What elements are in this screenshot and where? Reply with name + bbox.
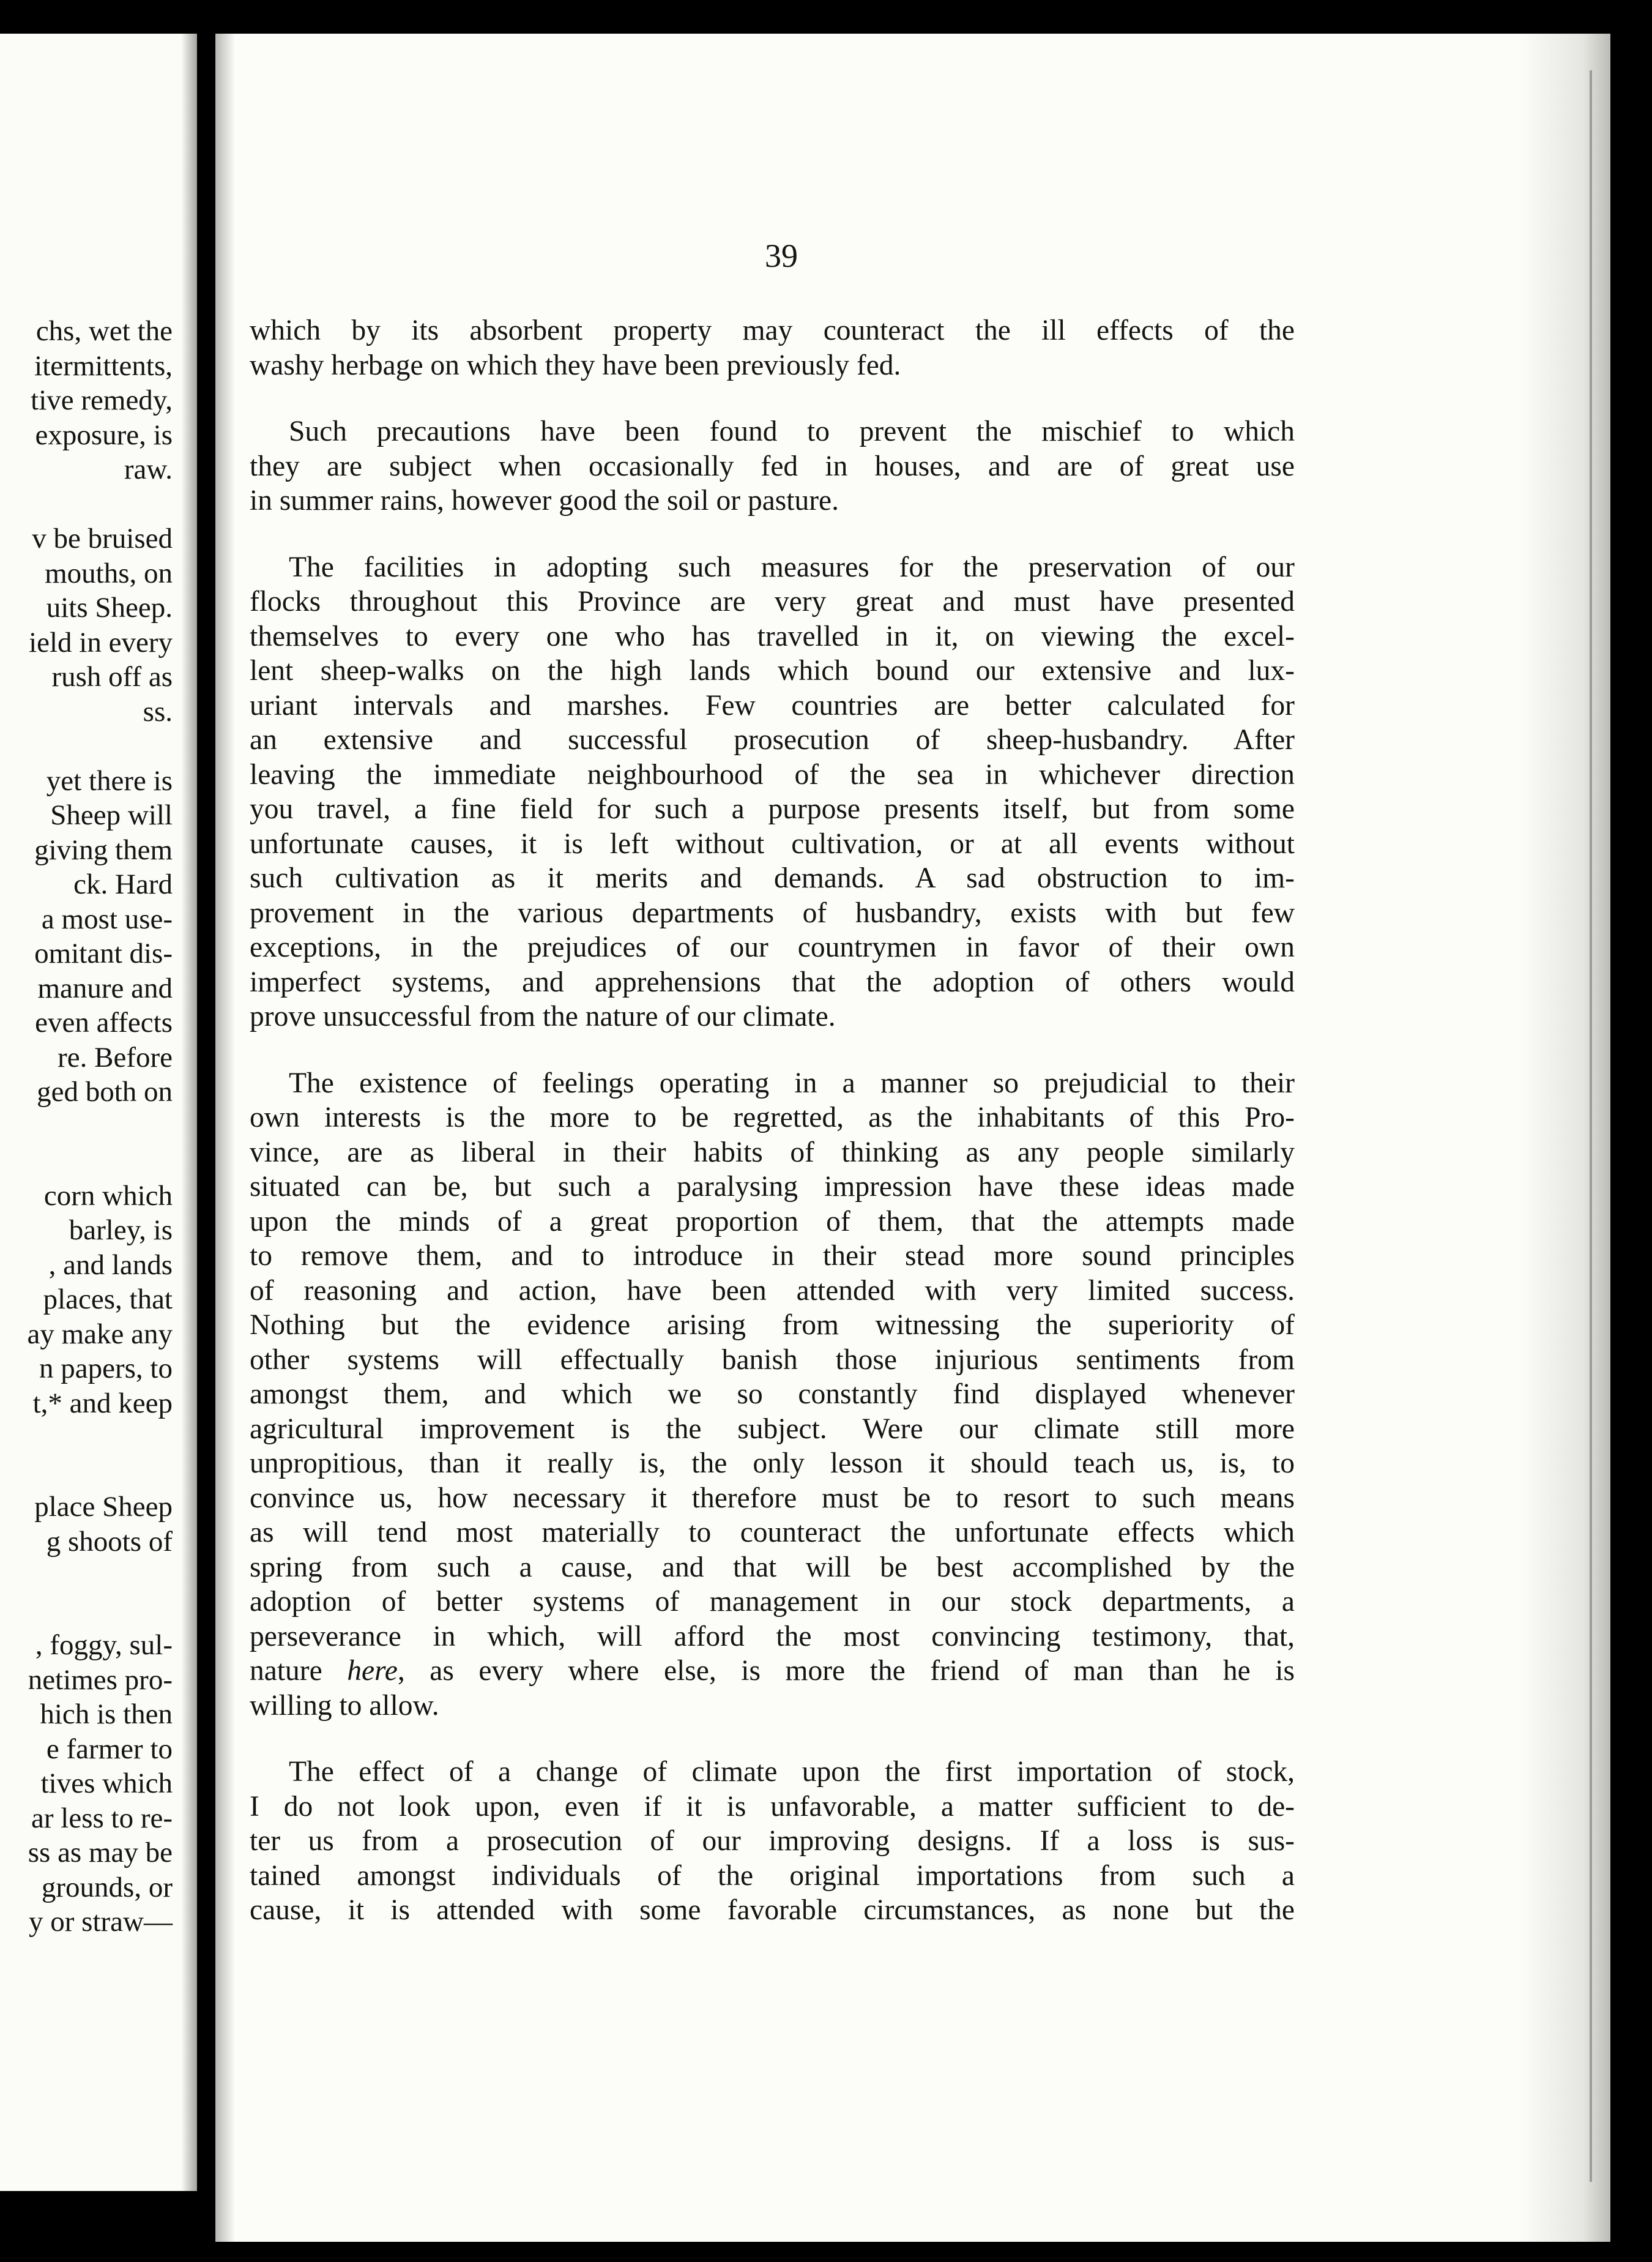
page-curl-edge [1519, 34, 1610, 2242]
paragraph-1 [250, 313, 1295, 383]
facing-page-line: n papers, to [39, 1353, 173, 1384]
text-line: which by its absorbent property may counteract the ill effects of the [250, 315, 1295, 346]
text-line: other systems will effectually banish those injurious sentiments from [250, 1343, 1295, 1376]
paragraph-3 [250, 550, 1295, 1034]
page-body [250, 313, 1295, 1928]
text-line: Such precautions have been found to prevent the mischief to which [289, 416, 1295, 447]
facing-page-line: exposure, is [35, 419, 173, 451]
text-line: agricultural improvement is the subject. Were our climate still more [250, 1413, 1295, 1445]
facing-page-line: barley, is [69, 1214, 173, 1246]
facing-page-line: ss. [143, 695, 173, 728]
facing-page-line: re. Before [58, 1041, 173, 1073]
text-line: themselves to every one who has travelled in it, on viewing the excel- [250, 620, 1295, 652]
text-line: I do not look upon, even if it is unfavorable, a matter sufficient to de- [250, 1790, 1295, 1823]
text-line: The facilities in adopting such measures for the preservation of our [289, 551, 1295, 583]
paragraph-4 [250, 1066, 1295, 1723]
text-line: washy herbage on which they have been previously fed. [250, 349, 901, 381]
text-line: an extensive and successful prosecution of sheep-husbandry. After [250, 724, 1295, 756]
text-line: unpropitious, than it really is, the only lesson it should teach us, is, to [250, 1447, 1295, 1479]
text-line: own interests is the more to be regretted, as the inhabitants of this Pro- [250, 1102, 1295, 1133]
facing-page-line: chs, wet the [35, 315, 173, 347]
text-line: spring from such a cause, and that will be best accomplished by the [250, 1551, 1295, 1583]
text-line: prove unsuccessful from the nature of our climate. [250, 1001, 836, 1032]
paragraph-2 [250, 414, 1295, 518]
text-line: ter us from a prosecution of our improving designs. If a loss is sus- [250, 1825, 1295, 1857]
facing-page-line: even affects [35, 1007, 173, 1039]
text-line: The existence of feelings operating in a manner so prejudicial to their [289, 1067, 1295, 1099]
facing-page-line: netimes pro- [28, 1663, 173, 1696]
text-line: The effect of a change of climate upon the first importation of stock, [289, 1756, 1295, 1788]
gutter-shadow [181, 34, 197, 2191]
facing-page-line: tive remedy, [31, 384, 173, 416]
facing-page-line: g shoots of [46, 1525, 173, 1558]
facing-page-line: mouths, on [45, 557, 173, 589]
facing-page-line: t,* and keep [32, 1387, 173, 1419]
text-line: convince us, how necessary it therefore must be to resort to such means [250, 1482, 1295, 1514]
text-line: adoption of better systems of management in our stock departments, a [250, 1586, 1295, 1618]
text-line: provement in the various departments of husbandry, exists with but few [250, 897, 1295, 929]
facing-page-line: giving them [34, 834, 173, 866]
facing-page-line: v be bruised [32, 523, 173, 554]
facing-page-line: y or straw— [29, 1906, 173, 1938]
text-line: flocks throughout this Province are very great and must have presented [250, 586, 1295, 618]
text-line: unfortunate causes, it is left without cultivation, or at all events without [250, 827, 1295, 860]
facing-page-line: ck. Hard [73, 868, 173, 900]
text-line: to remove them, and to introduce in their stead more sound principles [250, 1240, 1295, 1272]
text-line: lent sheep-walks on the high lands which bound our extensive and lux- [250, 655, 1295, 687]
facing-page-line: rush off as [51, 661, 173, 693]
fold-shadow [215, 34, 235, 2242]
facing-page-line: , foggy, sul- [35, 1629, 173, 1661]
facing-page-line: tives which [40, 1767, 173, 1799]
facing-page-line: place Sheep [34, 1491, 173, 1523]
facing-page-line: yet there is [46, 764, 173, 797]
text-line: perseverance in which, will afford the most convincing testimony, that, [250, 1620, 1295, 1652]
page-number: 39 [765, 237, 798, 274]
facing-page-line: ay make any [27, 1318, 173, 1350]
text-line: nature here, as every where else, is more the friend of man than he is [250, 1655, 1295, 1687]
text-line: vince, are as liberal in their habits of thinking as any people similarly [250, 1136, 1295, 1168]
facing-page-line: ged both on [37, 1076, 173, 1108]
facing-page-line: Sheep will [50, 799, 173, 831]
facing-page-line: uits Sheep. [46, 592, 173, 624]
facing-page-line: manure and [37, 972, 173, 1004]
text-line: of reasoning and action, have been attended with very limited success. [250, 1274, 1295, 1307]
text-line: you travel, a fine field for such a purpose presents itself, but from some [250, 793, 1295, 825]
text-line: imperfect systems, and apprehensions that the adoption of others would [250, 966, 1295, 998]
text-line: exceptions, in the prejudices of our countrymen in favor of their own [250, 931, 1295, 963]
facing-page-line: ss as may be [28, 1837, 173, 1868]
facing-page-line: places, that [43, 1283, 173, 1315]
text-line: as will tend most materially to counteract the unfortunate effects which [250, 1517, 1295, 1548]
text-line: situated can be, but such a paralysing impression have these ideas made [250, 1171, 1295, 1203]
text-line: Nothing but the evidence arising from witnessing the superiority of [250, 1309, 1295, 1341]
facing-page-line: a most use- [41, 903, 173, 935]
text-line: upon the minds of a great proportion of them, that the attempts made [250, 1205, 1295, 1237]
text-line: amongst them, and which we so constantly find displayed whenever [250, 1378, 1295, 1410]
text-line: such cultivation as it merits and demands. A sad obstruction to im- [250, 862, 1295, 894]
text-line: uriant intervals and marshes. Few countries are better calculated for [250, 689, 1295, 722]
facing-page-line: omitant dis- [34, 938, 173, 969]
facing-page-line: , and lands [48, 1249, 173, 1281]
facing-page-line: hich is then [40, 1698, 173, 1730]
facing-page-line: ield in every [29, 626, 173, 659]
facing-page-line: e farmer to [46, 1733, 173, 1765]
text-line: tained amongst individuals of the original importations from such a [250, 1859, 1295, 1892]
text-line: leaving the immediate neighbourhood of the sea in whichever direction [250, 758, 1295, 791]
facing-page-line: raw. [124, 454, 173, 485]
facing-page-line: ar less to re- [31, 1802, 173, 1834]
paragraph-5 [250, 1755, 1295, 1928]
text-line: willing to allow. [250, 1689, 439, 1722]
text-line: cause, it is attended with some favorable circumstances, as none but the [250, 1894, 1295, 1926]
facing-page-fragment [0, 34, 197, 2191]
page [215, 34, 1610, 2242]
facing-page-line: itermittents, [34, 349, 173, 382]
text-line: they are subject when occasionally fed in houses, and are of great use [250, 450, 1295, 482]
facing-page-line: corn which [43, 1179, 173, 1212]
text-line: in summer rains, however good the soil or pasture. [250, 485, 839, 517]
facing-page-line: grounds, or [41, 1871, 173, 1903]
